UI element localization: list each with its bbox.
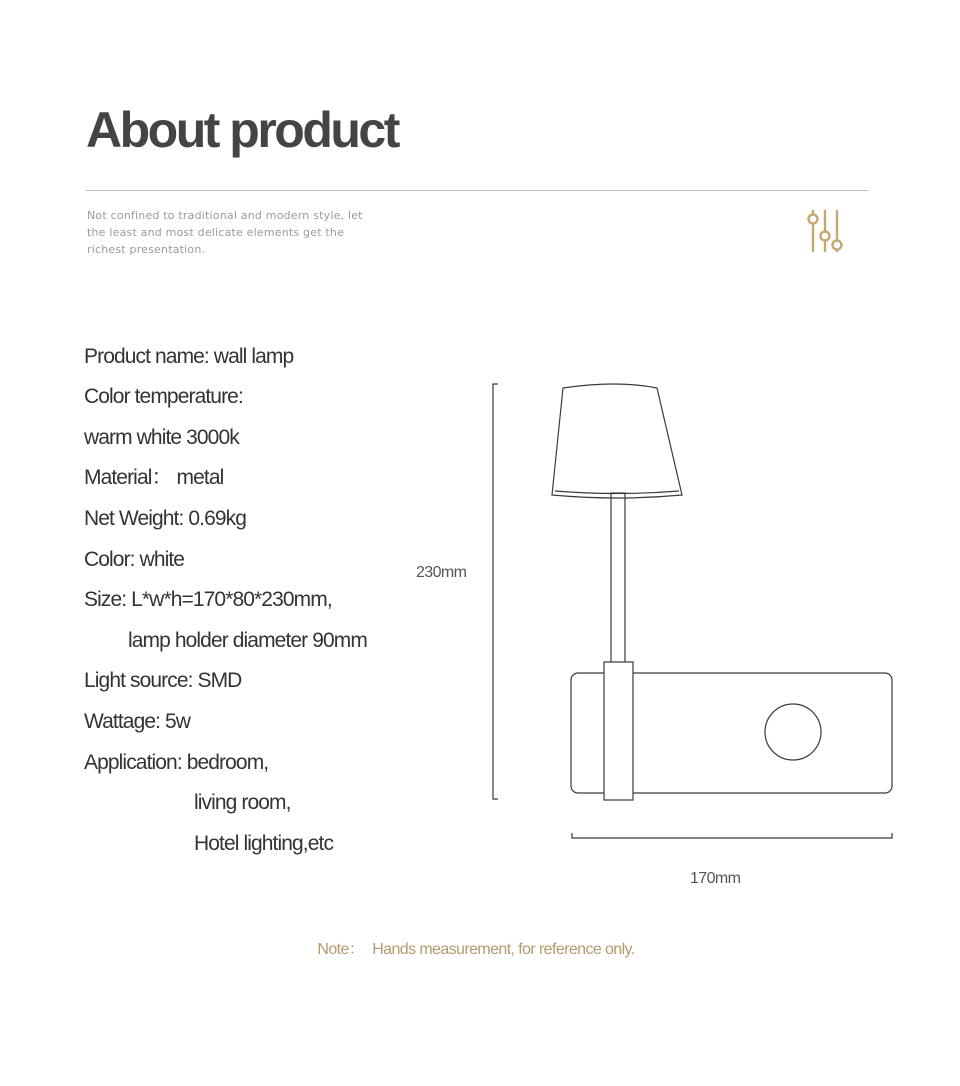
spec-net-weight: Net Weight: 0.69kg bbox=[84, 507, 247, 530]
spec-size: Size: L*w*h=170*80*230mm, bbox=[84, 588, 332, 611]
tagline-line: the least and most delicate elements get the bbox=[87, 226, 345, 239]
lamp-dimension-drawing bbox=[480, 370, 910, 850]
spec-material: Material： metal bbox=[84, 466, 224, 489]
lamp-stem bbox=[611, 493, 625, 663]
note-text: Hands measurement, for reference only. bbox=[372, 941, 635, 958]
lamp-shade bbox=[552, 384, 682, 498]
tagline bbox=[87, 207, 407, 258]
spec-color-temperature-value: warm white 3000k bbox=[84, 426, 239, 449]
spec-color: Color: white bbox=[84, 548, 185, 571]
spec-light-source: Light source: SMD bbox=[84, 669, 242, 692]
height-dimension-line bbox=[493, 384, 498, 799]
width-dimension-line bbox=[572, 833, 892, 838]
spec-size-holder: lamp holder diameter 90mm bbox=[128, 629, 367, 652]
lamp-bracket bbox=[604, 662, 633, 800]
spec-color-temperature-label: Color temperature: bbox=[84, 385, 243, 408]
spec-application-hotel: Hotel lighting,etc bbox=[194, 832, 334, 855]
note-label: Note： bbox=[317, 941, 365, 958]
height-dimension-label: 230mm bbox=[416, 564, 467, 581]
spec-application-living-room: living room, bbox=[194, 791, 291, 814]
tune-sliders-icon bbox=[805, 209, 845, 253]
spec-product-name: Product name: wall lamp bbox=[84, 345, 294, 368]
page-title: About product bbox=[86, 102, 398, 158]
width-dimension-label: 170mm bbox=[690, 870, 741, 887]
tagline-line: richest presentation. bbox=[87, 243, 206, 256]
title-divider bbox=[86, 190, 868, 191]
switch-icon bbox=[765, 704, 821, 760]
spec-application: Application: bedroom, bbox=[84, 751, 269, 774]
spec-wattage: Wattage: 5w bbox=[84, 710, 191, 733]
measurement-note bbox=[0, 936, 952, 959]
tagline-line: Not confined to traditional and modern style, let bbox=[87, 209, 363, 222]
